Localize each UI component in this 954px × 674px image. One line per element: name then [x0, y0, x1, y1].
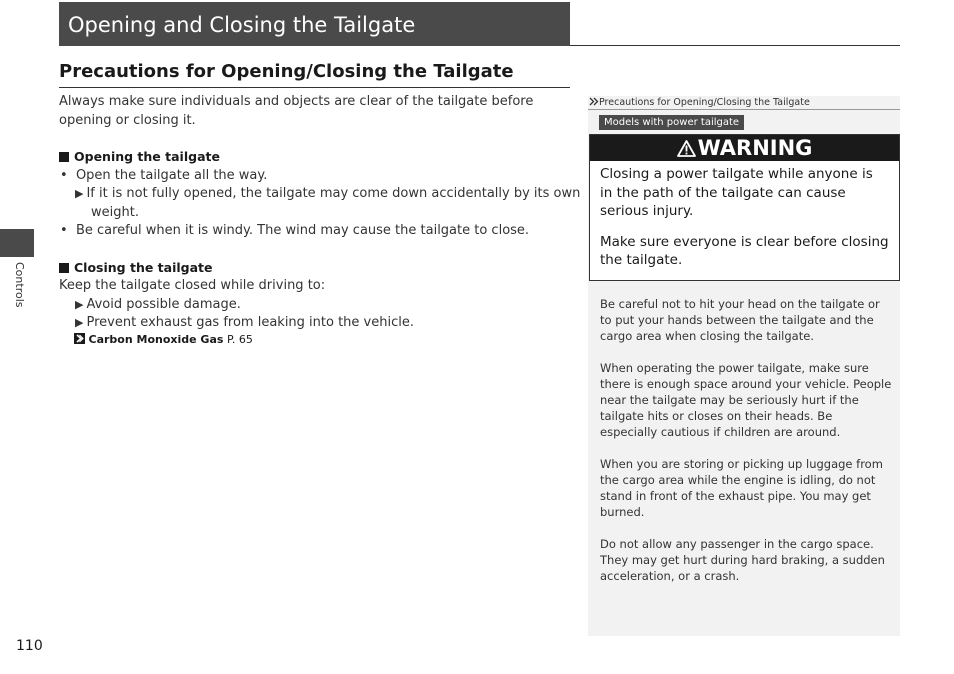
opening-sub-1 — [75, 184, 580, 203]
model-tag: Models with power tailgate — [599, 115, 744, 130]
square-bullet-icon — [59, 152, 69, 162]
opening-heading — [59, 149, 220, 164]
closing-intro: Keep the tailgate closed while driving to: — [59, 278, 326, 293]
chapter-label: Controls — [13, 262, 26, 308]
triangle-right-icon: ▶ — [75, 187, 84, 200]
warning-header — [590, 135, 899, 161]
reference-arrow-icon — [74, 333, 85, 344]
triangle-right-icon: ▶ — [75, 298, 84, 311]
opening-sub-1-text: If it is not fully opened, the tailgate may come down accidentally by its own — [86, 186, 581, 201]
reference-page: P. 65 — [226, 333, 253, 346]
note-paragraph: When you are storing or picking up luggage from the cargo area while the engine is idling, do not stand in front of the exhaust pipe. You may get burned. — [600, 457, 883, 519]
notes-breadcrumb — [588, 96, 900, 110]
square-bullet-icon — [59, 263, 69, 273]
warning-box — [589, 134, 900, 281]
opening-bullet-1 — [60, 166, 267, 185]
closing-item-2-text: Prevent exhaust gas from leaking into the vehicle. — [86, 315, 414, 330]
closing-heading-text: Closing the tailgate — [74, 260, 213, 275]
warning-text-1: Closing a power tailgate while anyone is in the path of the tailgate can cause serious injury. — [600, 166, 873, 219]
breadcrumb-text: Precautions for Opening/Closing the Tailgate — [599, 97, 810, 108]
closing-heading — [59, 260, 213, 275]
page-number: 110 — [16, 638, 43, 654]
bullet-dot-icon: • — [60, 223, 68, 238]
opening-bullet-1-text: Open the tailgate all the way. — [75, 168, 268, 183]
note-paragraph: Be careful not to hit your head on the tailgate or to put your hands between the tailgate and the cargo area when closing the tailgate. — [600, 297, 880, 343]
section-title: Precautions for Opening/Closing the Tailgate — [59, 62, 570, 88]
warning-text-2: Make sure everyone is clear before closing the tailgate. — [600, 233, 889, 268]
closing-item-2 — [75, 313, 414, 332]
opening-bullet-2 — [60, 221, 529, 240]
double-chevron-icon — [589, 97, 599, 106]
opening-sub-1-cont: weight. — [91, 205, 139, 220]
warning-body — [590, 161, 899, 270]
note-paragraph: Do not allow any passenger in the cargo space. They may get hurt during hard braking, a sudden acceleration, or a crash. — [600, 537, 885, 583]
reference-title: Carbon Monoxide Gas — [88, 333, 224, 346]
opening-bullet-2-text: Be careful when it is windy. The wind may cause the tailgate to close. — [75, 223, 530, 238]
note-paragraph: When operating the power tailgate, make sure there is enough space around your vehicle. People near the tailgate may be seriously hurt if the tailgate hits or closes on their heads. Be especially cautious if children are around. — [600, 361, 892, 439]
bullet-dot-icon: • — [60, 168, 68, 183]
header-rule — [570, 45, 900, 46]
chapter-tab — [0, 229, 34, 257]
closing-item-1-text: Avoid possible damage. — [86, 297, 241, 312]
section-intro: Always make sure individuals and objects are clear of the tailgate before opening or closing it. — [59, 94, 534, 128]
warning-label: WARNING — [697, 136, 813, 160]
notes-list — [600, 296, 892, 600]
warning-triangle-icon — [677, 140, 696, 157]
opening-heading-text: Opening the tailgate — [74, 149, 220, 164]
page-title: Opening and Closing the Tailgate — [59, 2, 570, 46]
closing-item-1 — [75, 295, 241, 314]
triangle-right-icon: ▶ — [75, 316, 84, 329]
cross-reference-link[interactable] — [74, 333, 253, 346]
